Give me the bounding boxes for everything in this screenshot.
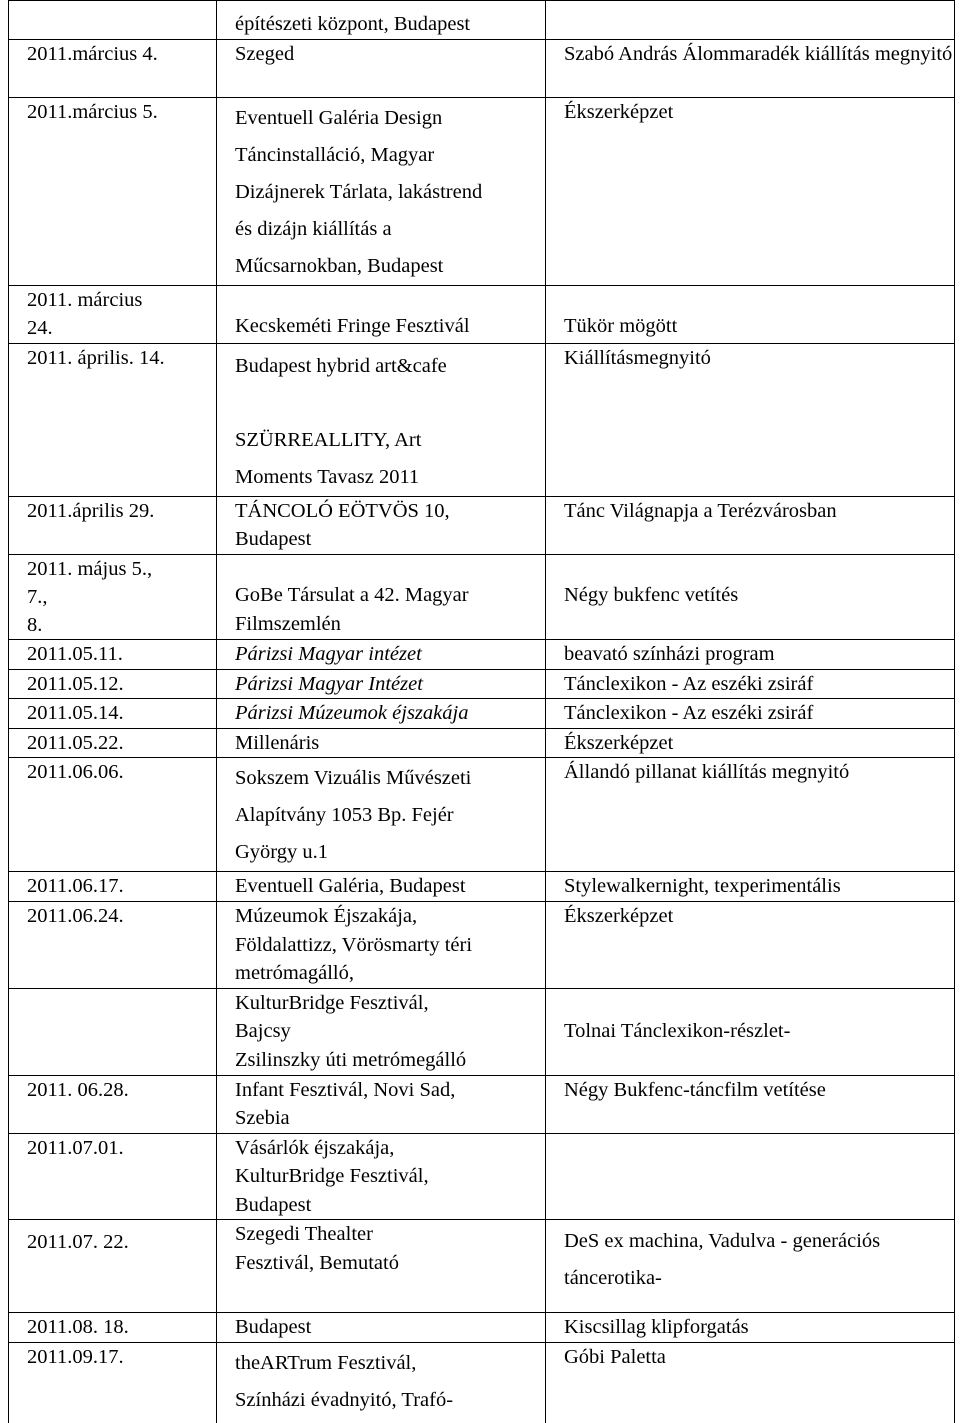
date-cell: 2011. 06.28. [9,1075,217,1133]
venue-cell: Párizsi Magyar Intézet [217,669,546,699]
date-cell: 2011.05.14. [9,699,217,729]
venue-cell: Vásárlók éjszakája, KulturBridge Fesztivál, Budapest [217,1133,546,1220]
date-cell: 2011.07. 22. [9,1220,217,1313]
venue-cell: Eventuell Galéria Design Táncinstalláció, Magyar Dizájnerek Tárlata, lakástrend és dizájn kiállítás a Műcsarnokban, Budapest [217,97,546,285]
venue-cell: GoBe Társulat a 42. Magyar Filmszemlén [217,554,546,639]
venue-cell: Múzeumok Éjszakája, Földalattizz, Vörösmarty téri metrómagálló, [217,901,546,988]
event-cell: Kiállításmegnyitó [546,343,955,496]
event-cell: beavató színházi program [546,639,955,669]
table-row [9,285,955,343]
table-row [9,1075,955,1133]
venue-cell: TÁNCOLÓ EÖTVÖS 10, Budapest [217,496,546,554]
event-cell: Stylewalkernight, texperimentális [546,872,955,902]
table-row [9,758,955,872]
date-cell: 2011.06.24. [9,901,217,988]
event-cell: Tánclexikon - Az eszéki zsiráf [546,699,955,729]
event-cell: Tükör mögött [546,285,955,343]
event-cell: Kiscsillag klipforgatás [546,1313,955,1343]
event-cell: Négy Bukfenc-táncfilm vetítése [546,1075,955,1133]
table-row [9,639,955,669]
table-row [9,699,955,729]
venue-cell: Szeged [217,39,546,97]
table-row [9,39,955,97]
venue-cell: theARTrum Fesztivál, Színházi évadnyitó, Trafó- [217,1343,546,1423]
table-row [9,728,955,758]
venue-cell: Budapest [217,1313,546,1343]
table-row [9,901,955,988]
table-row [9,343,955,496]
venue-cell: építészeti központ, Budapest [217,1,546,40]
venue-cell: Infant Fesztivál, Novi Sad, Szebia [217,1075,546,1133]
date-cell: 2011.08. 18. [9,1313,217,1343]
date-cell: 2011. május 5., 7., 8. [9,554,217,639]
date-cell: 2011.március 5. [9,97,217,285]
date-cell: 2011.március 4. [9,39,217,97]
date-cell: 2011. március 24. [9,285,217,343]
table-row [9,872,955,902]
venue-cell: Szegedi Thealter Fesztivál, Bemutató [217,1220,546,1313]
table-row [9,1313,955,1343]
event-cell: Négy bukfenc vetítés [546,554,955,639]
venue-cell: Párizsi Múzeumok éjszakája [217,699,546,729]
table-row [9,554,955,639]
event-cell: Ékszerképzet [546,728,955,758]
date-cell: 2011.április 29. [9,496,217,554]
venue-cell: Kecskeméti Fringe Fesztivál [217,285,546,343]
date-cell: 2011.07.01. [9,1133,217,1220]
event-cell [546,1133,955,1220]
table-row [9,496,955,554]
table-row [9,988,955,1075]
table-row [9,97,955,285]
table-row [9,1133,955,1220]
events-table-wrapper [8,0,954,1423]
venue-cell: Budapest hybrid art&cafe SZÜRREALLITY, Art Moments Tavasz 2011 [217,343,546,496]
event-cell: DeS ex machina, Vadulva - generációs táncerotika- [546,1220,955,1313]
event-cell: Ékszerképzet [546,901,955,988]
date-cell: 2011.05.22. [9,728,217,758]
table-row [9,1220,955,1313]
event-cell: Ékszerképzet [546,97,955,285]
venue-cell: KulturBridge Fesztivál, Bajcsy Zsilinszky úti metrómegálló [217,988,546,1075]
event-cell [546,1,955,40]
table-row [9,669,955,699]
table-row [9,1,955,40]
event-cell: Szabó András Álommaradék kiállítás megnyitó [546,39,955,97]
date-cell [9,988,217,1075]
event-cell: Tánclexikon - Az eszéki zsiráf [546,669,955,699]
date-cell: 2011.05.11. [9,639,217,669]
date-cell [9,1,217,40]
event-cell: Tánc Világnapja a Terézvárosban [546,496,955,554]
date-cell: 2011.05.12. [9,669,217,699]
events-table [8,0,955,1423]
venue-cell: Sokszem Vizuális Művészeti Alapítvány 1053 Bp. Fejér György u.1 [217,758,546,872]
date-cell: 2011.09.17. [9,1343,217,1423]
venue-cell: Párizsi Magyar intézet [217,639,546,669]
date-cell: 2011. április. 14. [9,343,217,496]
event-cell: Góbi Paletta [546,1343,955,1423]
venue-cell: Eventuell Galéria, Budapest [217,872,546,902]
event-cell: Tolnai Tánclexikon-részlet- [546,988,955,1075]
event-cell: Állandó pillanat kiállítás megnyitó [546,758,955,872]
venue-cell: Millenáris [217,728,546,758]
date-cell: 2011.06.06. [9,758,217,872]
date-cell: 2011.06.17. [9,872,217,902]
